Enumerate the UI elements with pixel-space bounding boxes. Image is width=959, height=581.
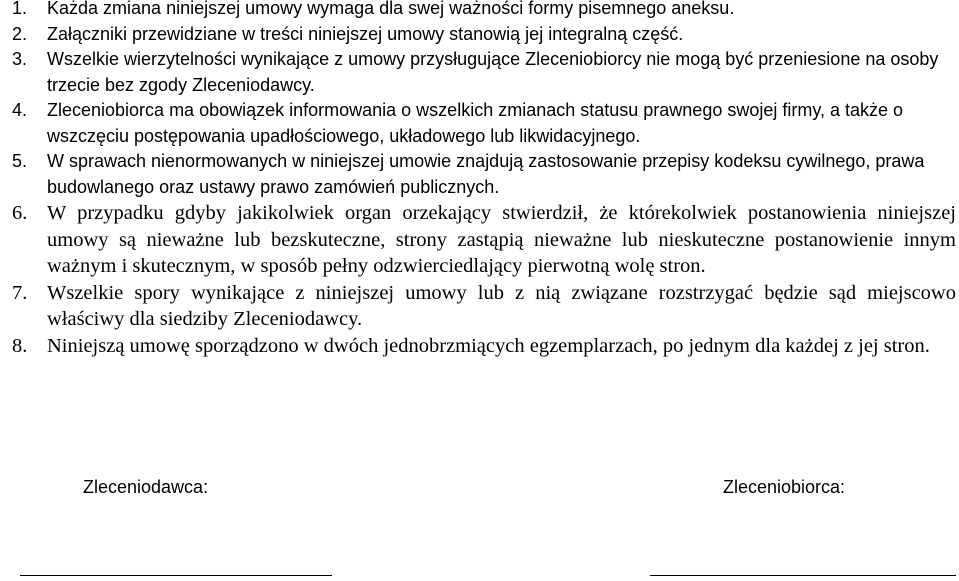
clause-number: 4. [12, 100, 28, 120]
clause-7 [12, 280, 956, 333]
clause-text: W przypadku gdyby jakikolwiek organ orzekający stwierdził, że którekolwiek postanowienia niniejszej umowy są nieważne lub bezskuteczne, strony zastąpią nieważne lub nieskuteczne postanowienie innym ważnym i skutecznym, w sposób pełny odzwierciedlający pierwotną wolę stron. [47, 202, 956, 277]
clause-3 [12, 47, 956, 98]
clause-1 [12, 0, 956, 22]
clause-text: Zleceniobiorca ma obowiązek informowania o wszelkich zmianach statusu prawnego swojej firmy, a także o wszczęciu postępowania upadłościowego, układowego lub likwidacyjnego. [47, 100, 904, 146]
clause-number: 5. [12, 151, 28, 171]
clause-text: Wszelkie spory wynikające z niniejszej umowy lub z nią związane rozstrzygać będzie sąd miejscowo właściwy dla siedziby Zleceniodawcy. [47, 281, 956, 330]
clause-number: 1. [12, 0, 28, 18]
clause-number: 2. [12, 23, 28, 44]
contract-clauses [12, 0, 956, 359]
clause-8 [12, 333, 956, 360]
clause-4 [12, 98, 956, 149]
clause-text: Wszelkie wierzytelności wynikające z umowy przysługujące Zleceniobiorcy nie mogą być przeniesione na osoby trzecie bez zgody Zleceniodawcy. [47, 49, 939, 95]
clause-text: W sprawach nienormowanych w niniejszej umowie znajdują zastosowanie przepisy kodeksu cywilnego, prawa budowlanego oraz ustawy prawo zamówień publicznych. [47, 151, 925, 197]
clause-5 [12, 149, 956, 200]
clause-number: 6. [12, 202, 28, 224]
clause-text: Każda zmiana niniejszej umowy wymaga dla swej ważności formy pisemnego aneksu. [47, 0, 735, 18]
clause-number: 8. [12, 334, 28, 357]
clause-2 [12, 22, 956, 48]
signature-line-contractor [20, 575, 332, 576]
signatory-label-contractee: Zleceniobiorca: [723, 477, 846, 497]
clause-text: Niniejszą umowę sporządzono w dwóch jednobrzmiących egzemplarzach, po jednym dla każdej z jej stron. [47, 334, 930, 357]
signature-line-contractee [650, 575, 956, 576]
clause-number: 3. [12, 49, 28, 69]
clause-text: Załączniki przewidziane w treści niniejszej umowy stanowią jej integralną część. [47, 23, 684, 44]
clause-6 [12, 200, 956, 280]
clause-number: 7. [12, 281, 28, 304]
signatory-label-contractor: Zleceniodawca: [83, 477, 209, 497]
